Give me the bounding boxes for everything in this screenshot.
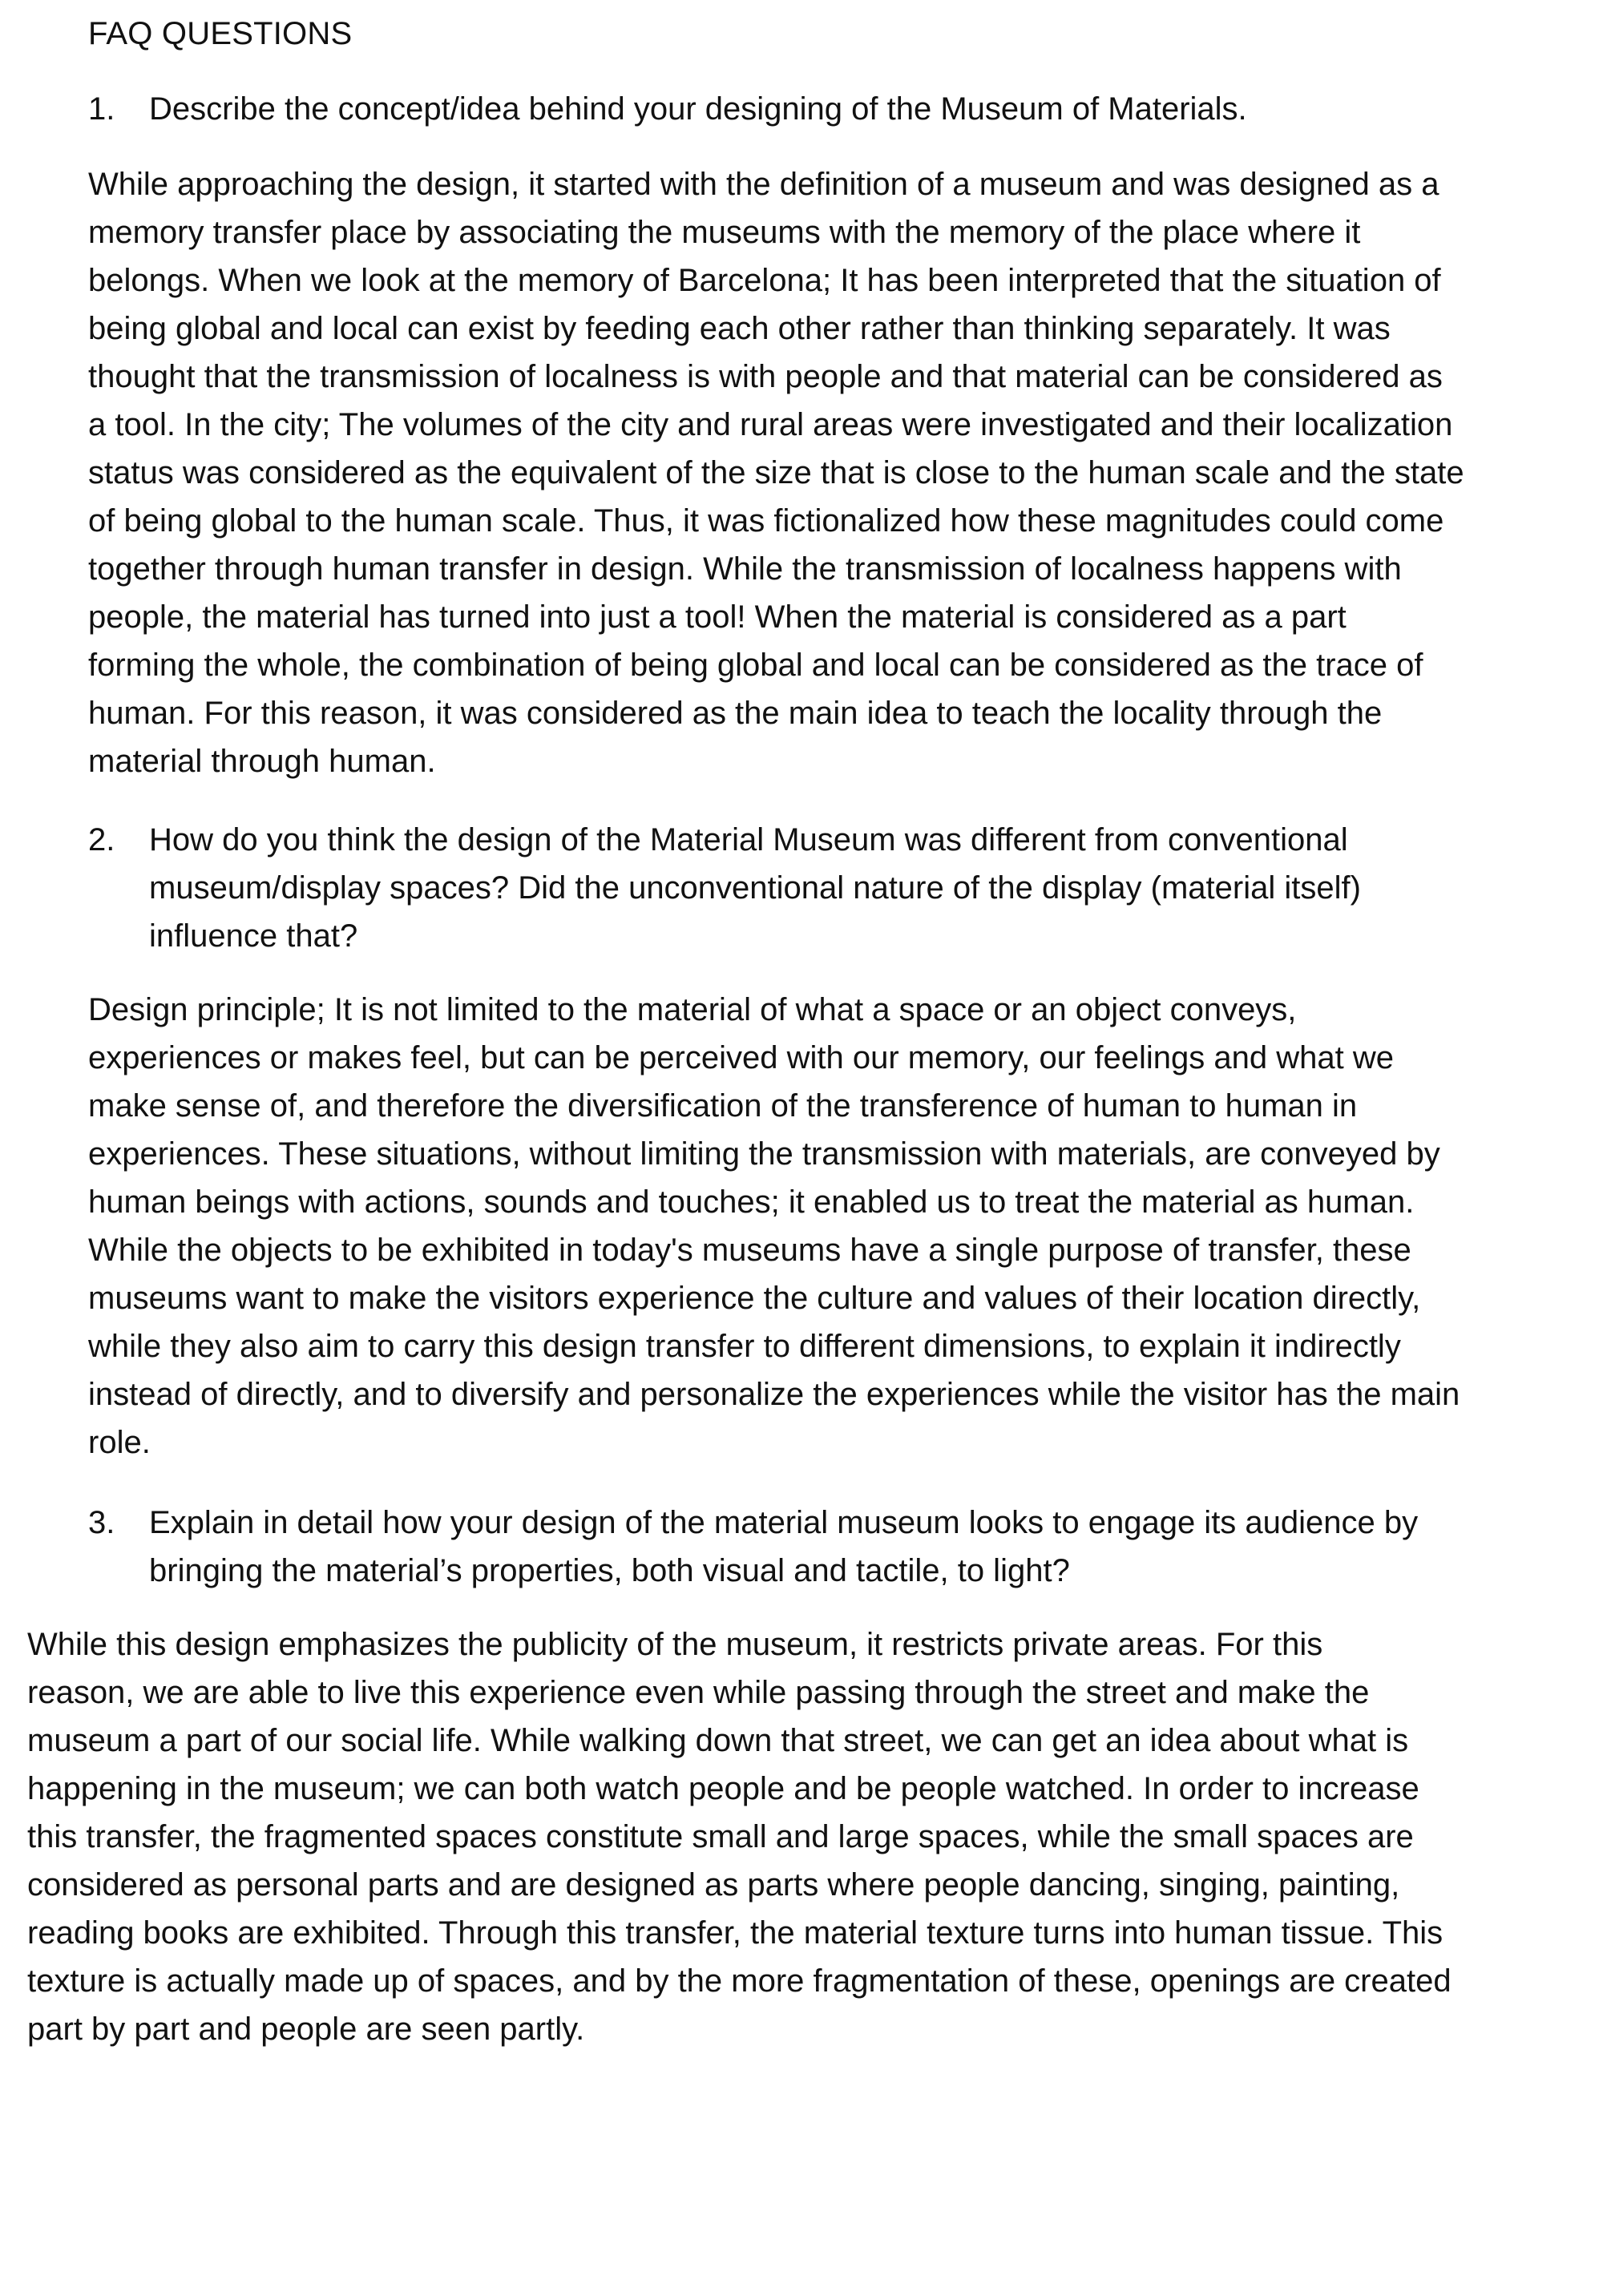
question-text: Explain in detail how your design of the material museum looks to engage its audience by bringing the material’s properties, both visual and tactile, to light? xyxy=(149,1505,1419,1588)
question-text: Describe the concept/idea behind your designing of the Museum of Materials. xyxy=(149,91,1247,127)
faq-answer-1: While approaching the design, it started with the definition of a museum and was designed as a memory transfer place by associating the museums with the memory of the place where it belongs. When we look at the memory of Barcelona; It has been interpreted that the situation of being global and local can exist by feeding each other rather than thinking separately. It was thought that the transmission of localness is with people and that material can be considered as a tool. In the city; The volumes of the city and rural areas were investigated and their localization status was considered as the equivalent of the size that is close to the human scale and the state of being global to the human scale. Thus, it was fictionalized how these magnitudes could come together through human transfer in design. While the transmission of localness happens with people, the material has turned into just a tool! When the material is considered as a part forming the whole, the combination of being global and local can be considered as the trace of human. For this reason, it was considered as the main idea to teach the locality through the material through human. xyxy=(88,167,1464,779)
faq-answer-3: While this design emphasizes the publicity of the museum, it restricts private areas. For this reason, we are able to live this experience even while passing through the street and make the museum a part of our social life. While walking down that street, we can get an idea about what is happening in the museum; we can both watch people and be people watched. In order to increase this transfer, the fragmented spaces constitute small and large spaces, while the small spaces are considered as personal parts and are designed as parts where people dancing, singing, painting, reading books are exhibited. Through this transfer, the material texture turns into human tissue. This texture is actually made up of spaces, and by the more fragmentation of these, openings are created part by part and people are seen partly. xyxy=(27,1627,1452,2047)
question-text: How do you think the design of the Material Museum was different from conventional museum/display spaces? Did the unconventional nature of the display (material itself) influence that? xyxy=(149,822,1361,954)
question-number: 1. xyxy=(88,91,115,127)
question-number: 3. xyxy=(88,1505,115,1540)
page-title: FAQ QUESTIONS xyxy=(88,16,353,51)
question-number: 2. xyxy=(88,822,115,857)
faq-answer-2: Design principle; It is not limited to the material of what a space or an object conveys, experiences or makes feel, but can be perceived with our memory, our feelings and what we make sense of, and therefore the diversification of the transference of human to human in experiences. These situations, without limiting the transmission with materials, are conveyed by human beings with actions, sounds and touches; it enabled us to treat the material as human. While the objects to be exhibited in today's museums have a single purpose of transfer, these museums want to make the visitors experience the culture and values of their location directly, while they also aim to carry this design transfer to different dimensions, to explain it indirectly instead of directly, and to diversify and personalize the experiences while the visitor has the main role. xyxy=(88,992,1460,1460)
